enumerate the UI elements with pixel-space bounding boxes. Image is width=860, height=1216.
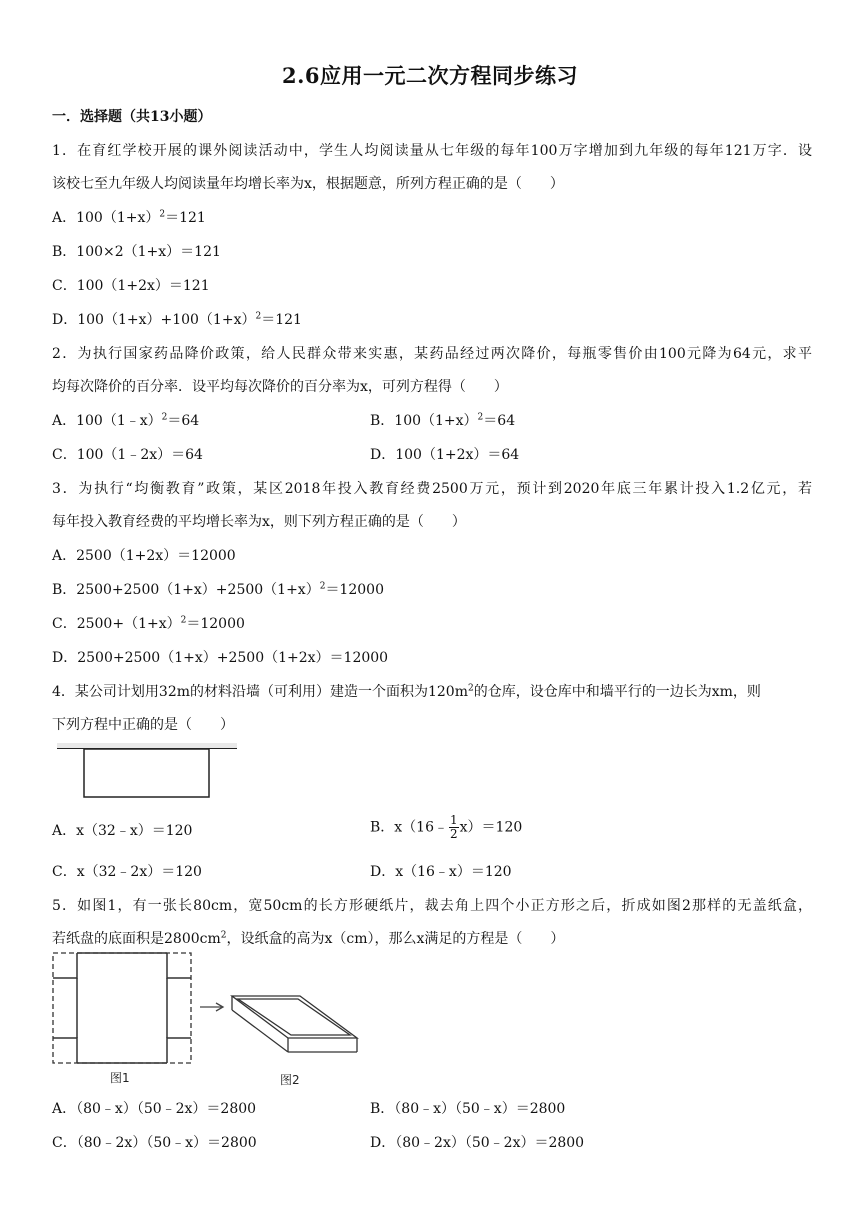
q3-option-b: B．$2500+2500(1+x)+2500(1+x)^2=12000$ [52, 581, 384, 598]
q4-option-b: B．x（16﹣ $\frac{1}{2}$ x）＝120 [370, 813, 523, 841]
q5-option-c: C．（80﹣2x）（50﹣x）＝2800 [52, 1135, 257, 1151]
q4-option-a: A．x（32﹣x）＝120 [52, 823, 193, 839]
section-heading: 一．选择题（共13小题） [52, 109, 212, 125]
arrow-icon [200, 1003, 223, 1011]
q2-option-c: C．100（1﹣2x）＝64 [52, 447, 203, 463]
q3-stem-line-2: 每年投入教育经费的平均增长率为x，则下列方程正确的是（ ） [52, 514, 466, 530]
q2-stem-line-2: 均每次降价的百分率．设平均每次降价的百分率为x，可列方程得（ ） [52, 379, 508, 395]
q2-stem-line-1: 2．为执行国家药品降价政策，给人民群众带来实惠，某药品经过两次降价，每瓶零售价由100元降为64元，求平 [52, 346, 812, 362]
warehouse-rect [84, 749, 209, 797]
q4-stem-line-1: 4．某公司计划用32m的材料沿墙（可利用）建造一个面积为$120m^2$的仓库，设仓库中和墙平行的一边长为xm，则 [52, 683, 761, 700]
page-title: 2.6应用一元二次方程同步练习 [281, 63, 579, 88]
q4-stem-line-2: 下列方程中正确的是（ ） [52, 717, 234, 733]
q4-option-d: D．x（16﹣x）＝120 [370, 864, 512, 880]
q2-option-a: A．100（1﹣x）$^2$＝64 [52, 412, 200, 429]
figure-1-label: 图1 [110, 1071, 130, 1085]
q3-option-a: A．2500（1+2x）＝12000 [52, 548, 236, 564]
q2-option-b: B．$100(1+x)^2=64$ [370, 412, 516, 429]
q3-option-d: D．2500+2500（1+x）+2500（1+2x）＝12000 [52, 650, 389, 666]
q5-stem-line-2: 若纸盘的底面积是$2800cm^2$，设纸盒的高为x（cm），那么x满足的方程是（ ） [52, 930, 565, 947]
q1-option-d: D．$100(1+x)+100(1+x)^2=121$ [52, 311, 302, 328]
fraction-one-half: $\frac{1}{2}$ [450, 813, 458, 841]
q5-stem-line-1: 5．如图1，有一张长80cm，宽50cm的长方形硬纸片，裁去角上四个小正方形之后，折成如图2那样的无盖纸盒， [52, 898, 812, 914]
wall-hatch [57, 743, 237, 748]
q5-option-d: D．（80﹣2x）（50﹣2x）＝2800 [370, 1135, 585, 1151]
q2-option-d: D．100（1+2x）＝64 [370, 447, 520, 463]
figure-1-sheet [53, 953, 191, 1063]
q3-stem-line-1: 3．为执行“均衡教育”政策，某区2018年投入教育经费2500万元，预计到2020年底三年累计投入1.2亿元，若 [52, 481, 812, 497]
q1-stem-line-1: 1．在育红学校开展的课外阅读活动中，学生人均阅读量从七年级的每年100万字增加到九年级的每年121万字．设 [52, 143, 812, 159]
warehouse-figure [55, 740, 245, 802]
q1-option-c: C．100（1+2x）＝121 [52, 278, 210, 294]
q3-option-c: C．$2500+(1+x)^2=12000$ [52, 615, 245, 632]
q1-option-b: B．100×2（1+x）＝121 [52, 244, 221, 260]
q5-option-b: B．（80﹣x）（50﹣x）＝2800 [370, 1101, 566, 1117]
figure-2-box [232, 996, 357, 1052]
q4-option-c: C．x（32﹣2x）＝120 [52, 864, 202, 880]
box-figures [50, 950, 370, 1090]
q1-stem-line-2: 该校七至九年级人均阅读量年均增长率为x，根据题意，所列方程正确的是（ ） [52, 176, 564, 192]
q1-option-a: A．$100(1+x)^2=121$ [52, 209, 206, 226]
figure-2-label: 图2 [280, 1073, 300, 1087]
q5-option-a: A．（80﹣x）（50﹣2x）＝2800 [52, 1101, 257, 1117]
